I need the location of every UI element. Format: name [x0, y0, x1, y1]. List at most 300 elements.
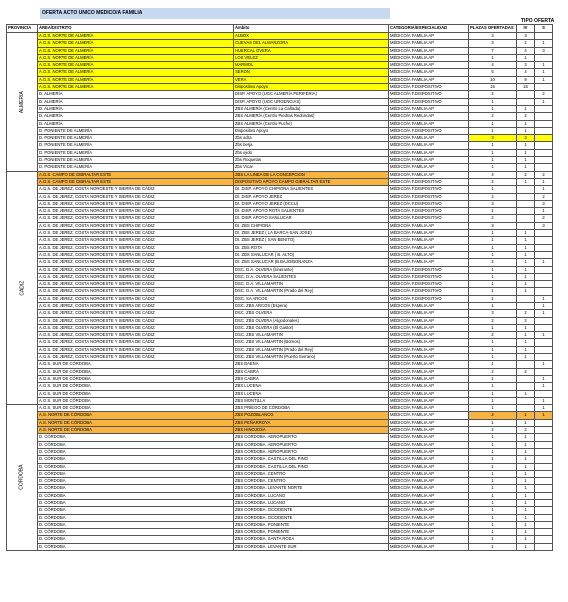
categoria-cell: MÉDICO/A FAMILIA AP — [389, 135, 469, 142]
iv-cell: 1 — [517, 478, 535, 485]
ambito-cell: ZBS PEÑARROYA — [234, 419, 389, 426]
s-cell: 1 — [535, 69, 553, 76]
area-cell: D. CÓRDOBA — [38, 485, 234, 492]
categoria-cell: MÉDICO/A FAMILIA AP — [389, 120, 469, 127]
s-cell — [535, 427, 553, 434]
categoria-cell: MÉDICO/A FAMILIA AP — [389, 259, 469, 266]
s-cell — [535, 543, 553, 550]
table-row — [7, 317, 553, 324]
table-row — [7, 397, 553, 404]
s-cell — [535, 149, 553, 156]
iv-cell: 1 — [517, 157, 535, 164]
s-cell: 1 — [535, 361, 553, 368]
s-cell: 3 — [535, 200, 553, 207]
plazas-cell: 10 — [469, 76, 517, 83]
plazas-cell: 1 — [469, 324, 517, 331]
area-cell: A.G.S. DE JEREZ, COSTA NOROESTE Y SIERRA DE CÁDIZ — [38, 295, 234, 302]
categoria-cell: MÉDICO/A FAMILIA AP — [389, 317, 469, 324]
area-cell: D. ALMERÍA — [38, 120, 234, 127]
table-row — [7, 507, 553, 514]
table-row — [7, 193, 553, 200]
area-cell: A.G.S. DE JEREZ, COSTA NOROESTE Y SIERRA DE CÁDIZ — [38, 186, 234, 193]
ambito-cell: DI. DISP. APOYO JEREZ (DCCU) — [234, 200, 389, 207]
s-cell — [535, 288, 553, 295]
ambito-cell: DSC. D.A. VILLAMARTIN (Prado del Rey) — [234, 288, 389, 295]
table-row — [7, 521, 553, 528]
ambito-cell: DISP. APOYO (UGC URGENCIAS) — [234, 98, 389, 105]
iv-cell: 1 — [517, 288, 535, 295]
s-cell — [535, 485, 553, 492]
iv-cell: 1 — [517, 536, 535, 543]
plazas-cell: 1 — [469, 463, 517, 470]
ambito-cell: ZBS LA LINEA DE LA CONCEPCION — [234, 171, 389, 178]
plazas-cell: 1 — [469, 273, 517, 280]
area-cell: D. CÓRDOBA — [38, 456, 234, 463]
area-cell: D. ALMERÍA — [38, 91, 234, 98]
s-cell — [535, 390, 553, 397]
province-cell — [7, 171, 38, 405]
table-row — [7, 463, 553, 470]
plazas-cell: 1 — [469, 543, 517, 550]
table-row — [7, 54, 553, 61]
iv-cell: 1 — [517, 354, 535, 361]
iv-cell: 4 — [517, 47, 535, 54]
area-cell: A.G.S. CAMPO DE GIBRALTAR ESTE — [38, 178, 234, 185]
table-row — [7, 295, 553, 302]
ambito-cell: DI. DISP. APOYO JEREZ — [234, 193, 389, 200]
plazas-cell: 1 — [469, 434, 517, 441]
iv-cell: 4 — [517, 69, 535, 76]
table-row — [7, 91, 553, 98]
ambito-cell: Zbs berja — [234, 142, 389, 149]
iv-cell — [517, 91, 535, 98]
area-cell: A.G.S. SUR DE CÓRDOBA — [38, 390, 234, 397]
ambito-cell: Zbs ejido — [234, 149, 389, 156]
iv-cell: 1 — [517, 529, 535, 536]
s-cell: 1 — [535, 405, 553, 412]
s-cell — [535, 463, 553, 470]
iv-cell: 1 — [517, 266, 535, 273]
plazas-cell: 2 — [469, 332, 517, 339]
categoria-cell: MÉDICO/A FAMILIA AP — [389, 171, 469, 178]
plazas-cell: 2 — [469, 412, 517, 419]
s-cell: 1 — [535, 397, 553, 404]
area-cell: A.G.S. DE JEREZ, COSTA NOROESTE Y SIERRA DE CÁDIZ — [38, 332, 234, 339]
ambito-cell: MARMOL — [234, 62, 389, 69]
iv-cell: 1 — [517, 485, 535, 492]
s-cell — [535, 536, 553, 543]
table-row — [7, 164, 553, 171]
s-cell — [535, 448, 553, 455]
area-cell: A.G.S. DE JEREZ, COSTA NOROESTE Y SIERRA DE CÁDIZ — [38, 310, 234, 317]
categoria-cell: MÉDICO/A F.DISPOSITIVO — [389, 215, 469, 222]
province-label: CORDOBA — [18, 464, 25, 491]
area-cell: A.G.S. NORTE DE ALMERÍA — [38, 40, 234, 47]
s-cell — [535, 105, 553, 112]
s-cell — [535, 157, 553, 164]
categoria-cell: MÉDICO/A FAMILIA AP — [389, 419, 469, 426]
iv-cell: 3 — [517, 62, 535, 69]
table-row — [7, 76, 553, 83]
categoria-cell: MÉDICO/A F.DISPOSITIVO — [389, 84, 469, 91]
area-cell: A.G.S. SUR DE CÓRDOBA — [38, 375, 234, 382]
categoria-cell: MÉDICO/A FAMILIA AP — [389, 105, 469, 112]
categoria-cell: MÉDICO/A FAMILIA AP — [389, 251, 469, 258]
area-cell: A.G.S. NORTE DE ALMERÍA — [38, 84, 234, 91]
iv-cell: 3 — [517, 135, 535, 142]
plazas-cell: 7 — [469, 47, 517, 54]
area-cell: A.G.S. SUR DE CÓRDOBA — [38, 405, 234, 412]
iv-cell: 1 — [517, 105, 535, 112]
plazas-cell: 1 — [469, 54, 517, 61]
table-row — [7, 84, 553, 91]
plazas-cell: 1 — [469, 251, 517, 258]
s-cell — [535, 54, 553, 61]
area-cell: A.G.S. SUR DE CÓRDOBA — [38, 397, 234, 404]
table-row — [7, 281, 553, 288]
s-cell: 3 — [535, 47, 553, 54]
table-row — [7, 339, 553, 346]
area-cell: D. PONIENTE DE ALMERÍA — [38, 142, 234, 149]
area-cell: D. PONIENTE DE ALMERÍA — [38, 135, 234, 142]
categoria-cell: MÉDICO/A FAMILIA AP — [389, 354, 469, 361]
ambito-cell: ZBS CABRA — [234, 368, 389, 375]
area-cell: D. CÓRDOBA — [38, 507, 234, 514]
categoria-cell: MÉDICO/A FAMILIA AP — [389, 113, 469, 120]
iv-cell: 2 — [517, 113, 535, 120]
plazas-cell: 2 — [469, 427, 517, 434]
ambito-cell: DI. DISP. APOYO CHIPIONA SALIENTES — [234, 186, 389, 193]
categoria-cell: MÉDICO/A FAMILIA AP — [389, 412, 469, 419]
area-cell: D. CÓRDOBA — [38, 492, 234, 499]
table-row — [7, 105, 553, 112]
categoria-cell: MÉDICO/A FAMILIA AP — [389, 463, 469, 470]
area-cell: A.G.S. NORTE DE ALMERÍA — [38, 33, 234, 40]
header-categoria: CATEGORIA/ESPECIALIDAD — [389, 25, 469, 33]
ambito-cell: ZBS POZOBLANCO — [234, 412, 389, 419]
categoria-cell: MÉDICO/A F.DISPOSITIVO — [389, 208, 469, 215]
categoria-cell: MÉDICO/A FAMILIA AP — [389, 529, 469, 536]
ambito-cell: DI. ZBS SANLUCAR (B.BAJO/BONANZA — [234, 259, 389, 266]
categoria-cell: MÉDICO/A FAMILIA AP — [389, 310, 469, 317]
plazas-cell: 1 — [469, 536, 517, 543]
ambito-cell: ZBS BAENA — [234, 361, 389, 368]
categoria-cell: MÉDICO/A FAMILIA AP — [389, 397, 469, 404]
categoria-cell: MÉDICO/A FAMILIA AP — [389, 456, 469, 463]
iv-cell — [517, 193, 535, 200]
ambito-cell: LOS VELEZ — [234, 54, 389, 61]
area-cell: A.G.S. DE JEREZ, COSTA NOROESTE Y SIERRA DE CÁDIZ — [38, 208, 234, 215]
ambito-cell: ZBS CORDOBA. LEVANTE NORTE — [234, 485, 389, 492]
plazas-cell: 15 — [469, 84, 517, 91]
table-row — [7, 324, 553, 331]
ambito-cell: DSC. ZBS VILLAMARTIN (Puerto Serrano) — [234, 354, 389, 361]
plazas-cell: 1 — [469, 157, 517, 164]
ambito-cell: Dispositivo Apoyo — [234, 84, 389, 91]
ambito-cell: Zbs Vícar — [234, 164, 389, 171]
plazas-cell: 1 — [469, 281, 517, 288]
plazas-cell: 1 — [469, 98, 517, 105]
categoria-cell: MÉDICO/A FAMILIA AP — [389, 40, 469, 47]
s-cell — [535, 230, 553, 237]
ambito-cell: DSC. D.A. OLVERA SALIENTES — [234, 273, 389, 280]
table-row — [7, 390, 553, 397]
iv-cell: 9 — [517, 76, 535, 83]
iv-cell: 1 — [517, 419, 535, 426]
table-row — [7, 302, 553, 309]
s-cell — [535, 419, 553, 426]
iv-cell: 2 — [517, 317, 535, 324]
plazas-cell: 2 — [469, 215, 517, 222]
area-cell: D. ALMERÍA — [38, 113, 234, 120]
ambito-cell: HUERCAL OVERA — [234, 47, 389, 54]
area-cell: A.G.S. DE JEREZ, COSTA NOROESTE Y SIERRA DE CÁDIZ — [38, 222, 234, 229]
ambito-cell: CUEVAS DEL ALMANZORA — [234, 40, 389, 47]
table-row — [7, 434, 553, 441]
ambito-cell: ZBS ALMERÍA (Centro Puche) — [234, 120, 389, 127]
s-cell: 1 — [535, 40, 553, 47]
plazas-cell: 1 — [469, 127, 517, 134]
plazas-cell: 1 — [469, 492, 517, 499]
s-cell — [535, 273, 553, 280]
plazas-cell: 5 — [469, 69, 517, 76]
plazas-cell: 1 — [469, 397, 517, 404]
ambito-cell: ZBS HINOJOSA — [234, 427, 389, 434]
header-row — [7, 25, 553, 33]
iv-cell — [517, 200, 535, 207]
plazas-cell: 2 — [469, 368, 517, 375]
ambito-cell: ZBS LUCENA — [234, 390, 389, 397]
categoria-cell: MÉDICO/A F.DISPOSITIVO — [389, 127, 469, 134]
plazas-cell: 1 — [469, 405, 517, 412]
iv-cell: 1 — [517, 434, 535, 441]
iv-cell: 1 — [517, 500, 535, 507]
s-cell — [535, 521, 553, 528]
table-row — [7, 266, 553, 273]
area-cell: A.G.S. DE JEREZ, COSTA NOROESTE Y SIERRA DE CÁDIZ — [38, 281, 234, 288]
plazas-cell: 4 — [469, 171, 517, 178]
area-cell: D. PONIENTE DE ALMERÍA — [38, 164, 234, 171]
ambito-cell: DI. ZBS ROTA — [234, 244, 389, 251]
s-cell: 1 — [535, 208, 553, 215]
categoria-cell: MÉDICO/A FAMILIA AP — [389, 492, 469, 499]
plazas-cell: 1 — [469, 244, 517, 251]
s-cell — [535, 492, 553, 499]
area-cell: A.G.S. DE JEREZ, COSTA NOROESTE Y SIERRA DE CÁDIZ — [38, 288, 234, 295]
plazas-cell: 3 — [469, 33, 517, 40]
iv-cell: 15 — [517, 84, 535, 91]
iv-cell: 1 — [517, 281, 535, 288]
s-cell: 1 — [535, 383, 553, 390]
s-cell: 2 — [535, 215, 553, 222]
plazas-cell: 2 — [469, 317, 517, 324]
area-cell: D. CÓRDOBA — [38, 514, 234, 521]
categoria-cell: MÉDICO/A FAMILIA AP — [389, 339, 469, 346]
categoria-cell: MÉDICO/A FAMILIA AP — [389, 368, 469, 375]
categoria-cell: MÉDICO/A F.DISPOSITIVO — [389, 288, 469, 295]
area-cell: A.G.S. DE JEREZ, COSTA NOROESTE Y SIERRA DE CÁDIZ — [38, 302, 234, 309]
s-cell — [535, 281, 553, 288]
ambito-cell: ZBS LUCENA — [234, 383, 389, 390]
area-cell: A.G.S. DE JEREZ, COSTA NOROESTE Y SIERRA DE CÁDIZ — [38, 200, 234, 207]
plazas-cell: 1 — [469, 478, 517, 485]
s-cell — [535, 84, 553, 91]
s-cell — [535, 317, 553, 324]
area-cell: A.G.S. DE JEREZ, COSTA NOROESTE Y SIERRA DE CÁDIZ — [38, 273, 234, 280]
s-cell: 1 — [535, 375, 553, 382]
area-cell: A.G.S. NORTE DE ALMERÍA — [38, 54, 234, 61]
area-cell: A.G.S. CAMPO DE GIBRALTAR ESTE — [38, 171, 234, 178]
s-cell: 2 — [535, 171, 553, 178]
categoria-cell: MÉDICO/A FAMILIA AP — [389, 470, 469, 477]
categoria-cell: MÉDICO/A FAMILIA AP — [389, 500, 469, 507]
plazas-cell: 1 — [469, 470, 517, 477]
s-cell — [535, 33, 553, 40]
table-row — [7, 536, 553, 543]
area-cell: D. CÓRDOBA — [38, 441, 234, 448]
categoria-cell: MÉDICO/A FAMILIA AP — [389, 448, 469, 455]
s-cell — [535, 507, 553, 514]
plazas-cell: 2 — [469, 259, 517, 266]
s-cell: 1 — [535, 62, 553, 69]
ambito-cell: DSC. ZBS VILLAMARTIN (Prado del Rey) — [234, 346, 389, 353]
categoria-cell: MÉDICO/A F.DISPOSITIVO — [389, 200, 469, 207]
document-title: OFERTA ACTO UNICO MEDICO/A FAMILIA — [40, 8, 390, 19]
area-cell: D. CÓRDOBA — [38, 543, 234, 550]
iv-cell: 1 — [517, 149, 535, 156]
s-cell — [535, 251, 553, 258]
iv-cell: 1 — [517, 390, 535, 397]
plazas-cell: 1 — [469, 354, 517, 361]
area-cell: D. CÓRDOBA — [38, 470, 234, 477]
categoria-cell: MÉDICO/A FAMILIA AP — [389, 361, 469, 368]
s-cell: 1 — [535, 186, 553, 193]
s-cell: 1 — [535, 76, 553, 83]
iv-cell: 1 — [517, 273, 535, 280]
iv-cell — [517, 215, 535, 222]
s-cell — [535, 354, 553, 361]
categoria-cell: MÉDICO/A FAMILIA AP — [389, 434, 469, 441]
categoria-cell: MÉDICO/A FAMILIA AP — [389, 390, 469, 397]
s-cell: 2 — [535, 91, 553, 98]
iv-cell: 2 — [517, 427, 535, 434]
s-cell — [535, 441, 553, 448]
plazas-cell: 1 — [469, 295, 517, 302]
ambito-cell: ZBS CORDOBA. LEVANTE SUR — [234, 543, 389, 550]
table-row — [7, 157, 553, 164]
table-row — [7, 244, 553, 251]
table-row — [7, 142, 553, 149]
table-row — [7, 251, 553, 258]
plazas-cell: 1 — [469, 419, 517, 426]
iv-cell — [517, 186, 535, 193]
s-cell: 1 — [535, 178, 553, 185]
s-cell: 1 — [535, 302, 553, 309]
iv-cell: 1 — [517, 441, 535, 448]
area-cell: A.G.S. DE JEREZ, COSTA NOROESTE Y SIERRA DE CÁDIZ — [38, 237, 234, 244]
table-row — [7, 412, 553, 419]
iv-cell: 3 — [517, 33, 535, 40]
ambito-cell: DISPOSITIVO APOYO CAMPO GIBRALTAR ESTE — [234, 178, 389, 185]
table-row — [7, 62, 553, 69]
plazas-cell: 1 — [469, 164, 517, 171]
ambito-cell: DSC. ZBS OLVERA (El Gastor) — [234, 324, 389, 331]
ambito-cell: ZBS CORDOBA. CASTILLA DEL PINO — [234, 456, 389, 463]
header-provincia: PROVINCIA — [7, 25, 38, 33]
table-row — [7, 47, 553, 54]
ambito-cell: VERA — [234, 76, 389, 83]
plazas-cell: 1 — [469, 390, 517, 397]
ambito-cell: ZBS CORDOBA. LUCANO — [234, 500, 389, 507]
categoria-cell: MÉDICO/A FAMILIA AP — [389, 521, 469, 528]
area-cell: A.G.S. SUR DE CÓRDOBA — [38, 361, 234, 368]
iv-cell — [517, 302, 535, 309]
iv-cell — [517, 295, 535, 302]
ambito-cell: Zbs adra — [234, 135, 389, 142]
iv-cell — [517, 361, 535, 368]
table-row — [7, 120, 553, 127]
plazas-cell: 1 — [469, 266, 517, 273]
iv-cell: 1 — [517, 251, 535, 258]
iv-cell: 1 — [517, 412, 535, 419]
header-iv: IV — [517, 25, 535, 33]
table-row — [7, 346, 553, 353]
plazas-cell: 1 — [469, 514, 517, 521]
table-row — [7, 237, 553, 244]
ambito-cell: ALBOX — [234, 33, 389, 40]
categoria-cell: MÉDICO/A FAMILIA AP — [389, 346, 469, 353]
table-row — [7, 441, 553, 448]
categoria-cell: MÉDICO/A F.DISPOSITIVO — [389, 186, 469, 193]
table-row — [7, 478, 553, 485]
area-cell: A.S. NORTE DE CÓRDOBA — [38, 427, 234, 434]
categoria-cell: MÉDICO/A FAMILIA AP — [389, 222, 469, 229]
area-cell: A.G.S. NORTE DE ALMERÍA — [38, 69, 234, 76]
s-cell — [535, 500, 553, 507]
province-cell — [7, 405, 38, 551]
iv-cell — [517, 98, 535, 105]
iv-cell: 1 — [517, 543, 535, 550]
table-row — [7, 259, 553, 266]
table-row — [7, 470, 553, 477]
s-cell — [535, 324, 553, 331]
area-cell: A.G.S. SUR DE CÓRDOBA — [38, 383, 234, 390]
plazas-cell: 1 — [469, 500, 517, 507]
iv-cell: 1 — [517, 448, 535, 455]
s-cell: 3 — [535, 222, 553, 229]
plazas-cell: 1 — [469, 105, 517, 112]
categoria-cell: MÉDICO/A F.DISPOSITIVO — [389, 281, 469, 288]
area-cell: D. CÓRDOBA — [38, 536, 234, 543]
iv-cell — [517, 208, 535, 215]
iv-cell: 1 — [517, 514, 535, 521]
area-cell: D. CÓRDOBA — [38, 448, 234, 455]
province-label: CADIZ — [18, 280, 25, 296]
plazas-cell: 2 — [469, 91, 517, 98]
categoria-cell: MÉDICO/A FAMILIA AP — [389, 33, 469, 40]
categoria-cell: MÉDICO/A FAMILIA AP — [389, 302, 469, 309]
area-cell: A.S. NORTE DE CÓRDOBA — [38, 412, 234, 419]
plazas-cell: 1 — [469, 186, 517, 193]
s-cell — [535, 135, 553, 142]
ambito-cell: ZBS CORDOBA. LUCANO — [234, 492, 389, 499]
iv-cell — [517, 375, 535, 382]
plazas-cell: 1 — [469, 149, 517, 156]
categoria-cell: MÉDICO/A F.DISPOSITIVO — [389, 266, 469, 273]
plazas-cell: 1 — [469, 448, 517, 455]
area-cell: A.G.S. DE JEREZ, COSTA NOROESTE Y SIERRA DE CÁDIZ — [38, 259, 234, 266]
categoria-cell: MÉDICO/A FAMILIA AP — [389, 427, 469, 434]
